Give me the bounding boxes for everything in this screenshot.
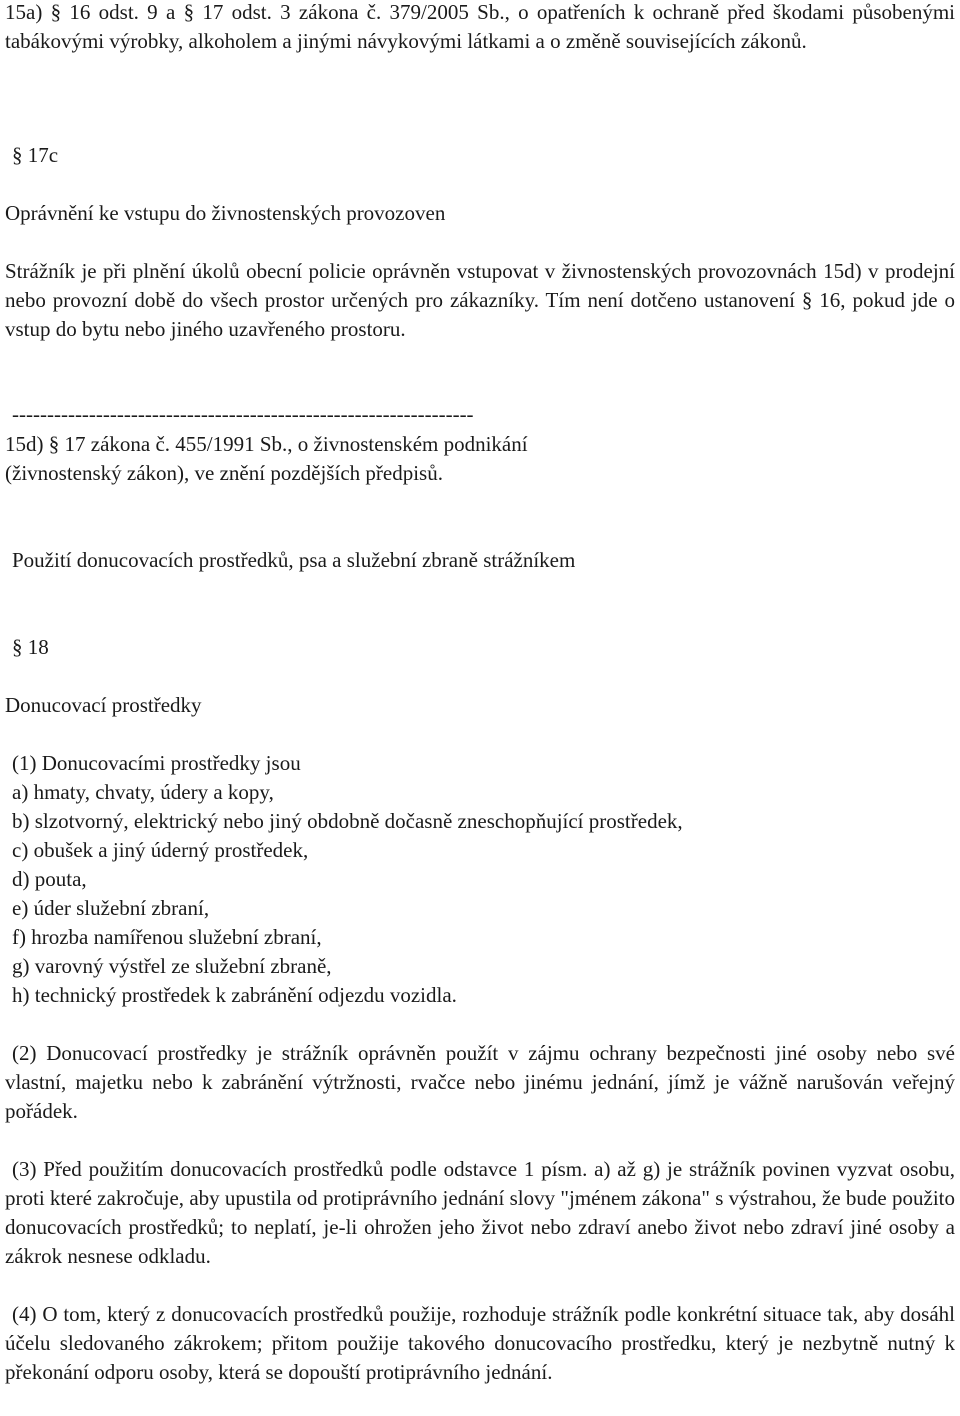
list-item: c) obušek a jiný úderný prostředek, bbox=[12, 838, 309, 862]
section-18-p4: (4) O tom, který z donucovacích prostředků použije, rozhoduje strážník podle konkrétní situace tak, aby dosáhl účelu sledovaného zákrokem; přitom použije takového donucovacího prostředku, který je nezbytně nutný k překonání odporu osoby, která se dopouští protiprávního jednání. bbox=[5, 1302, 955, 1384]
footnote-15d-line2: (živnostenský zákon), ve znění pozdějších předpisů. bbox=[5, 461, 443, 485]
section-18-p3: (3) Před použitím donucovacích prostředků podle odstavce 1 písm. a) až g) je strážník povinen vyzvat osobu, proti které zakročuje, aby upustila od protiprávního jednání slovy "jménem zákona" s výstrahou, že bude použito donucovacích prostředků; to neplatí, je-li ohrožen jeho život nebo zdraví anebo život nebo zdraví jiné osoby a zákrok nesnese odkladu. bbox=[5, 1157, 955, 1268]
section-18-number: § 18 bbox=[12, 635, 49, 659]
part-heading: Použití donucovacích prostředků, psa a služební zbraně strážníkem bbox=[12, 548, 576, 572]
list-item: e) úder služební zbraní, bbox=[12, 896, 210, 920]
footnote-15d-line1: 15d) § 17 zákona č. 455/1991 Sb., o živnostenském podnikání bbox=[5, 432, 528, 456]
list-item: h) technický prostředek k zabránění odjezdu vozidla. bbox=[12, 983, 457, 1007]
list-item: f) hrozba namířenou služební zbraní, bbox=[12, 925, 322, 949]
list-item: b) slzotvorný, elektrický nebo jiný obdobně dočasně zneschopňující prostředek, bbox=[12, 809, 683, 833]
list-item: d) pouta, bbox=[12, 867, 87, 891]
p1-intro: (1) Donucovacími prostředky jsou bbox=[12, 751, 301, 775]
list-item: g) varovný výstřel ze služební zbraně, bbox=[12, 954, 332, 978]
section-18-p2: (2) Donucovací prostředky je strážník oprávněn použít v zájmu ochrany bezpečnosti jiné osoby nebo své vlastní, majetku nebo k zabránění výtržnosti, rvačce nebo jinému jednání, jímž je vážně narušován veřejný pořádek. bbox=[5, 1041, 955, 1123]
section-17c-paragraph: Strážník je při plnění úkolů obecní policie oprávněn vstupovat v živnostenských provozovnách 15d) v prodejní nebo provozní době do všech prostor určených pro zákazníky. Tím není dotčeno ustanovení § 16, pokud jde o vstup do bytu nebo jiného uzavřeného prostoru. bbox=[5, 259, 955, 341]
section-17c-number: § 17c bbox=[12, 143, 59, 167]
section-18-title: Donucovací prostředky bbox=[5, 693, 202, 717]
section-17c-title: Oprávnění ke vstupu do živnostenských provozoven bbox=[5, 201, 446, 225]
footnote-separator: ------------------------------------------------------------------ bbox=[12, 402, 474, 426]
section-18-p1 bbox=[5, 749, 960, 1010]
footnote-15a: 15a) § 16 odst. 9 a § 17 odst. 3 zákona č. 379/2005 Sb., o opatřeních k ochraně před škodami působenými tabákovými výrobky, alkoholem a jinými návykovými látkami a o změně souvisejících zákonů. bbox=[5, 0, 955, 53]
list-item: a) hmaty, chvaty, údery a kopy, bbox=[12, 780, 274, 804]
